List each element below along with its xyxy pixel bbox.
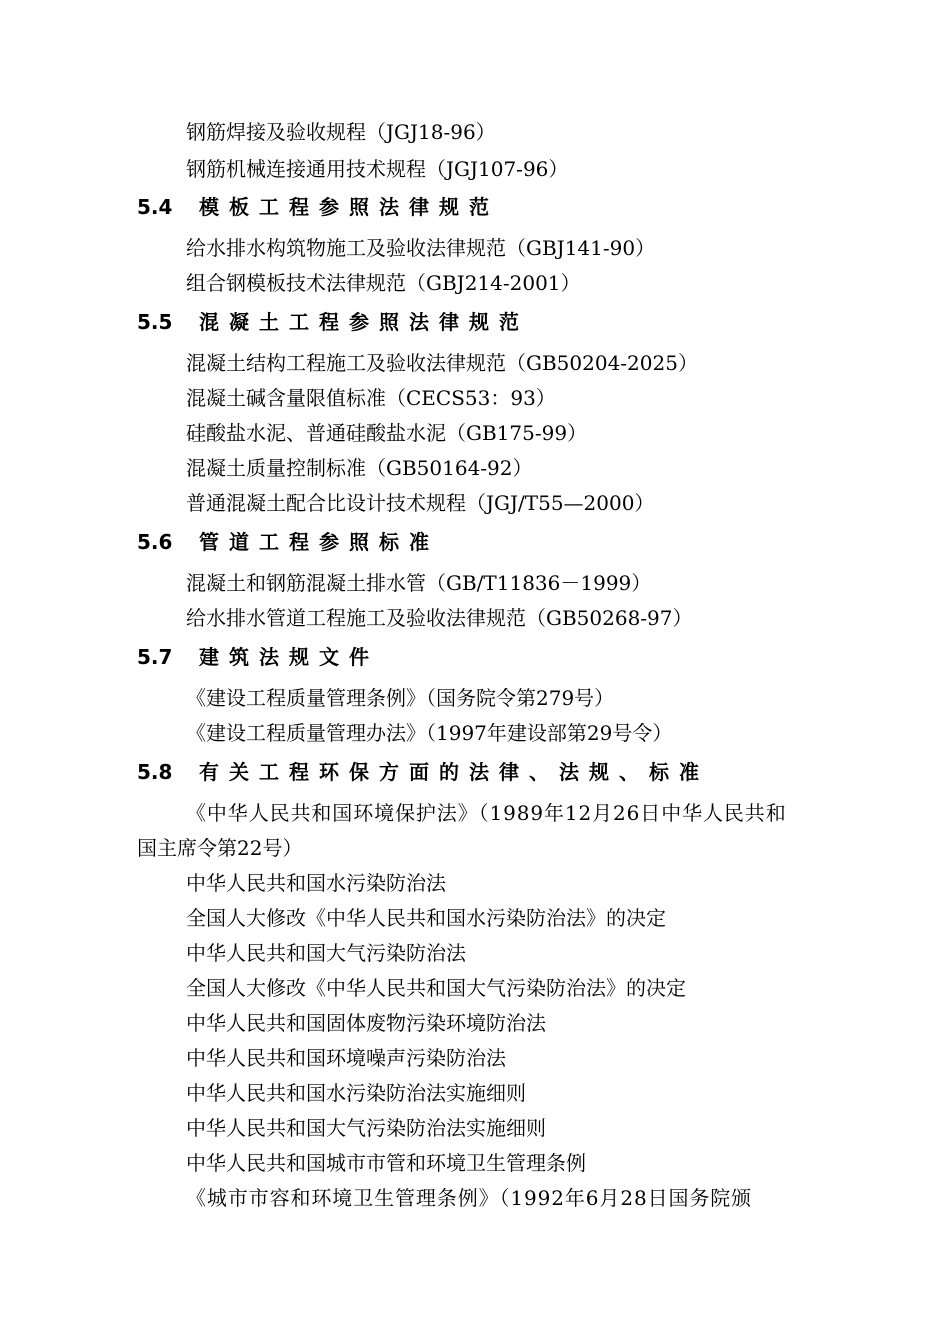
section-number: 5.7 [137, 645, 173, 669]
list-item: 混凝土结构工程施工及验收法律规范（GB50204-2025） [186, 351, 698, 375]
list-item: 《建设工程质量管理条例》（国务院令第279号） [186, 686, 615, 710]
list-item-continuation: 国主席令第22号） [137, 836, 303, 860]
section-title: 模板工程参照法律规范 [199, 195, 499, 219]
section-heading [137, 530, 439, 554]
list-item: 中华人民共和国水污染防治法实施细则 [186, 1081, 526, 1105]
list-item: 中华人民共和国水污染防治法 [186, 871, 446, 895]
section-number: 5.5 [137, 310, 173, 334]
list-item: 《城市市容和环境卫生管理条例》（1992年6月28日国务院颁 [186, 1186, 753, 1210]
section-heading [137, 310, 529, 334]
section-number: 5.6 [137, 530, 173, 554]
section-number: 5.8 [137, 760, 173, 784]
list-item: 《建设工程质量管理办法》（1997年建设部第29号令） [186, 721, 673, 745]
list-item: 混凝土和钢筋混凝土排水管（GB/T11836－1999） [186, 571, 652, 595]
list-item: 组合钢模板技术法律规范（GBJ214-2001） [186, 271, 581, 295]
section-title: 建筑法规文件 [199, 645, 379, 669]
list-item: 钢筋机械连接通用技术规程（JGJ107-96） [186, 157, 569, 181]
section-heading [137, 645, 379, 669]
list-item: 硅酸盐水泥、普通硅酸盐水泥（GB175-99） [186, 421, 588, 445]
list-item: 《中华人民共和国环境保护法》（1989年12月26日中华人民共和 [186, 801, 787, 825]
list-item: 中华人民共和国固体废物污染环境防治法 [186, 1011, 546, 1035]
list-item: 中华人民共和国大气污染防治法 [186, 941, 466, 965]
list-item: 全国人大修改《中华人民共和国水污染防治法》的决定 [186, 906, 666, 930]
list-item: 中华人民共和国大气污染防治法实施细则 [186, 1116, 546, 1140]
list-item: 钢筋焊接及验收规程（JGJ18-96） [186, 120, 496, 144]
section-number: 5.4 [137, 195, 173, 219]
list-item: 混凝土质量控制标准（GB50164-92） [186, 456, 533, 480]
list-item: 给水排水管道工程施工及验收法律规范（GB50268-97） [186, 606, 693, 630]
section-title: 管道工程参照标准 [199, 530, 439, 554]
list-item: 普通混凝土配合比设计技术规程（JGJ/T55—2000） [186, 491, 655, 515]
list-item: 混凝土碱含量限值标准（CECS53：93） [186, 386, 556, 410]
section-heading [137, 760, 709, 784]
list-item: 全国人大修改《中华人民共和国大气污染防治法》的决定 [186, 976, 686, 1000]
list-item: 给水排水构筑物施工及验收法律规范（GBJ141-90） [186, 236, 656, 260]
section-title: 有关工程环保方面的法律、法规、标准 [199, 760, 709, 784]
list-item: 中华人民共和国环境噪声污染防治法 [186, 1046, 506, 1070]
section-title: 混凝土工程参照法律规范 [199, 310, 529, 334]
list-item: 中华人民共和国城市市管和环境卫生管理条例 [186, 1151, 586, 1175]
section-heading [137, 195, 499, 219]
